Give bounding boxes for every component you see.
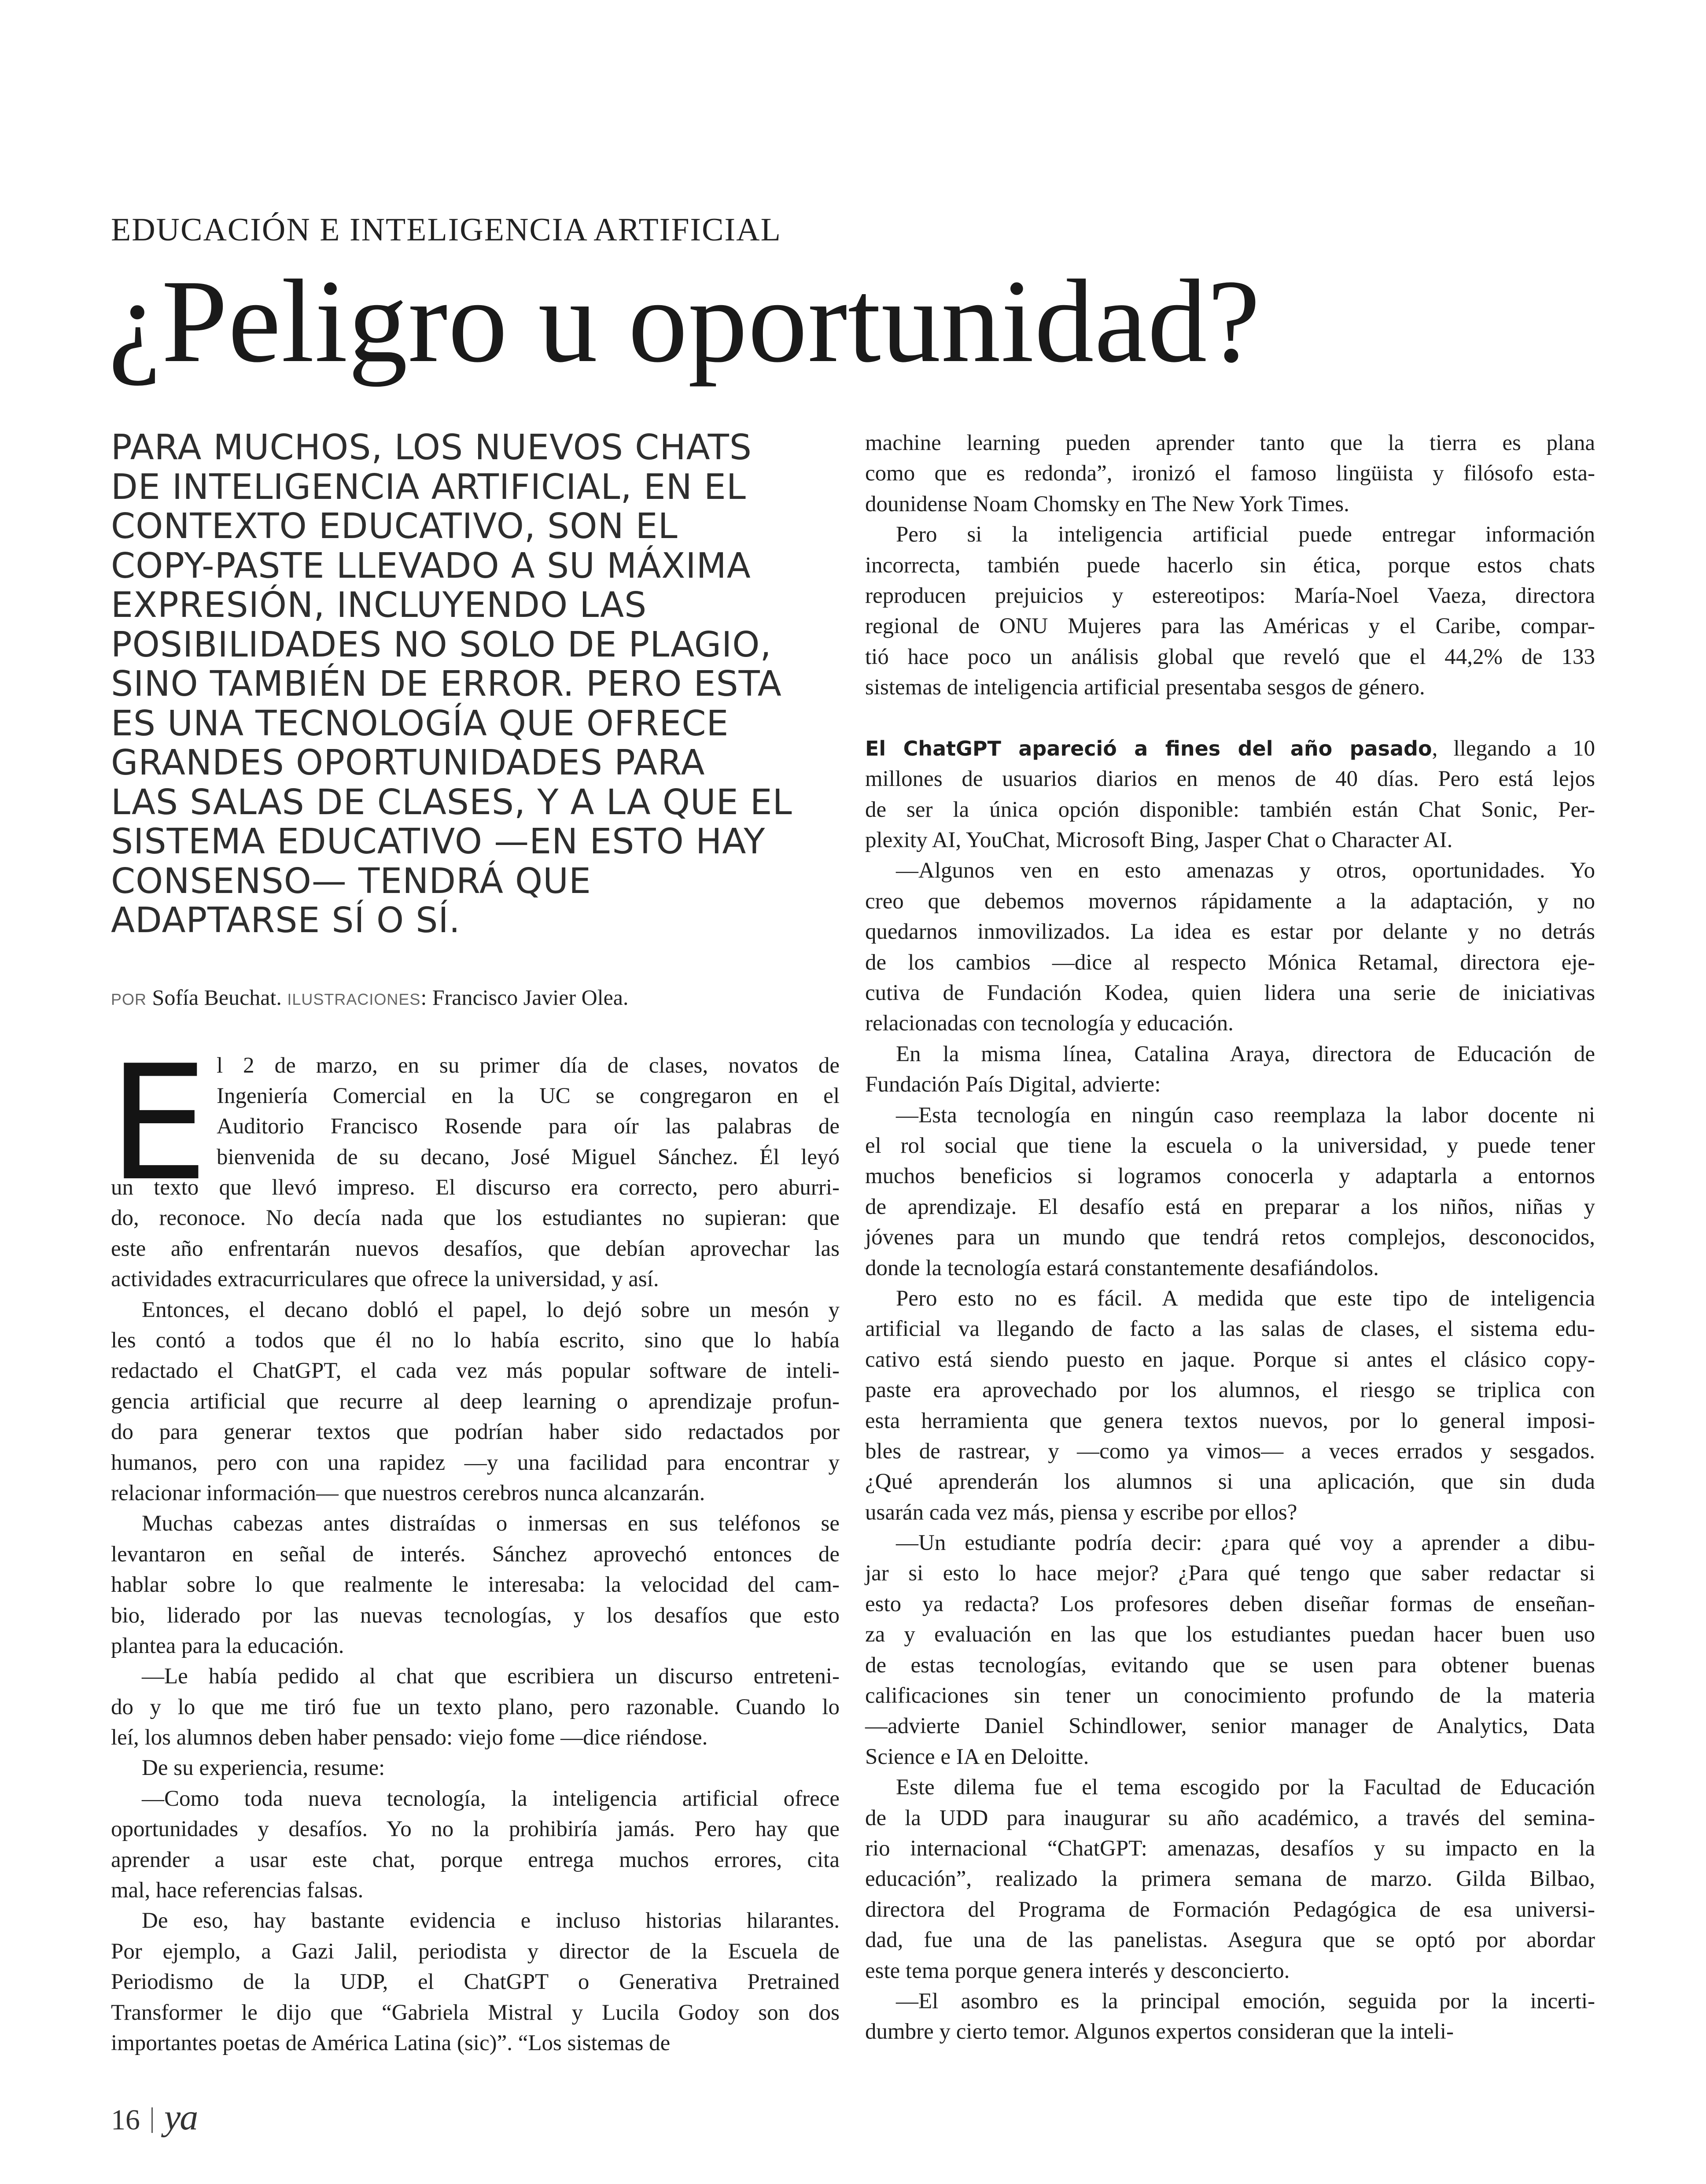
body-line: De eso, hay bastante evidencia e incluso historias hilarantes. <box>142 1908 840 1933</box>
body-line: plexity AI, YouChat, Microsoft Bing, Jasper Chat o Character AI. <box>865 828 1453 853</box>
body-line: incorrecta, también puede hacerlo sin ética, porque estos chats <box>865 553 1595 578</box>
dek-line: SISTEMA EDUCATIVO —EN ESTO HAY <box>111 821 766 862</box>
page-number: 16 <box>111 2104 140 2136</box>
body-line: —Como toda nueva tecnología, la inteligencia artificial ofrece <box>142 1786 840 1811</box>
body-line: Ingeniería Comercial en la UC se congregaron en el <box>217 1083 840 1108</box>
body-line: esto ya redacta? Los profesores deben diseñar formas de enseñan- <box>865 1591 1595 1616</box>
body-line: —Esta tecnología en ningún caso reemplaza la labor docente ni <box>896 1103 1595 1128</box>
body-line: como que es redonda”, ironizó el famoso lingüista y filósofo esta- <box>865 461 1595 486</box>
body-line: relacionadas con tecnología y educación. <box>865 1011 1234 1036</box>
body-line: —Algunos ven en esto amenazas y otros, oportunidades. Yo <box>896 858 1595 883</box>
body-line: muchos beneficios si logramos conocerla y adaptarla a entornos <box>865 1164 1595 1189</box>
article-headline: ¿Peligro u oportunidad? <box>108 255 1261 387</box>
body-line: —Un estudiante podría decir: ¿para qué voy a aprender a dibu- <box>896 1531 1595 1556</box>
dek-line: CONTEXTO EDUCATIVO, SON EL <box>111 506 678 546</box>
body-line: bienvenida de su decano, José Miguel Sánchez. Él leyó <box>217 1144 840 1169</box>
section-kicker: EDUCACIÓN E INTELIGENCIA ARTIFICIAL <box>111 212 781 248</box>
body-line: paste era aprovechado por los alumnos, el riesgo se triplica con <box>865 1378 1595 1403</box>
dek-line: EXPRESIÓN, INCLUYENDO LAS <box>111 585 647 625</box>
dek-line: PARA MUCHOS, LOS NUEVOS CHATS <box>111 427 752 468</box>
body-line: gencia artificial que recurre al deep learning o aprendizaje profun- <box>111 1389 840 1414</box>
lead-in-rest: , llegando a 10 <box>1432 736 1595 761</box>
byline-por-label: POR <box>111 990 147 1008</box>
body-line: usarán cada vez más, piensa y escribe por ellos? <box>865 1500 1297 1525</box>
body-line: les contó a todos que él no lo había escrito, sino que lo había <box>111 1328 840 1353</box>
body-line: machine learning pueden aprender tanto que la tierra es plana <box>865 431 1595 455</box>
body-line: reproducen prejuicios y estereotipos: María-Noel Vaeza, directora <box>865 583 1595 608</box>
body-line: aprender a usar este chat, porque entrega muchos errores, cita <box>111 1847 840 1872</box>
dek-line: POSIBILIDADES NO SOLO DE PLAGIO, <box>111 624 772 665</box>
body-line: sistemas de inteligencia artificial presentaba sesgos de género. <box>865 675 1425 700</box>
body-line: hablar sobre lo que realmente le interesaba: la velocidad del cam- <box>111 1572 840 1597</box>
body-line: ¿Qué aprenderán los alumnos si una aplicación, que sin duda <box>865 1469 1595 1494</box>
body-line: Pero si la inteligencia artificial puede entregar información <box>896 522 1595 547</box>
body-line: de la UDD para inaugurar su año académico, a través del semina- <box>865 1805 1595 1830</box>
body-line: creo que debemos movernos rápidamente a la adaptación, y no <box>865 889 1595 914</box>
body-line: de aprendizaje. El desafío está en preparar a los niños, niñas y <box>865 1194 1595 1219</box>
body-line: mal, hace referencias falsas. <box>111 1878 364 1903</box>
byline-illustrator: : Francisco Javier Olea. <box>420 985 629 1010</box>
body-line <box>865 734 1595 764</box>
body-line: do, reconoce. No decía nada que los estudiantes no supieran: que <box>111 1206 840 1231</box>
right-column <box>865 428 1595 2048</box>
body-line: humanos, pero con una rapidez —y una facilidad para encontrar y <box>111 1450 840 1475</box>
body-line: dumbre y cierto temor. Algunos expertos consideran que la inteli- <box>865 2019 1454 2044</box>
body-line: de ser la única opción disponible: también están Chat Sonic, Per- <box>865 797 1595 822</box>
paragraph-gap <box>865 703 1595 734</box>
body-line: educación”, realizado la primera semana de marzo. Gilda Bilbao, <box>865 1867 1595 1892</box>
body-line: Auditorio Francisco Rosende para oír las palabras de <box>217 1114 840 1139</box>
body-line: —advierte Daniel Schindlower, senior manager de Analytics, Data <box>865 1714 1595 1739</box>
body-line: do para generar textos que podrían haber sido redactados por <box>111 1420 840 1445</box>
right-body-text <box>865 428 1595 2048</box>
dek-line: DE INTELIGENCIA ARTIFICIAL, EN EL <box>111 466 746 507</box>
body-line: Science e IA en Deloitte. <box>865 1744 1089 1769</box>
folio-separator <box>151 2107 153 2133</box>
body-line: redactado el ChatGPT, el cada vez más popular software de inteli- <box>111 1358 840 1383</box>
body-line: Entonces, el decano dobló el papel, lo dejó sobre un mesón y <box>142 1297 840 1322</box>
dropcap-letter: E <box>108 1031 209 1216</box>
magazine-logo: ya <box>164 2097 198 2138</box>
body-line: oportunidades y desafíos. Yo no la prohibiría jamás. Pero hay que <box>111 1817 840 1842</box>
lead-in-bold: El ChatGPT apareció a fines del año pasado <box>865 736 1432 760</box>
body-line: Fundación País Digital, advierte: <box>865 1072 1161 1097</box>
body-line: Muchas cabezas antes distraídas o inmersas en sus teléfonos se <box>142 1511 840 1536</box>
body-line: relacionar información— que nuestros cerebros nunca alcanzarán. <box>111 1480 705 1505</box>
body-line: el rol social que tiene la escuela o la universidad, y puede tener <box>865 1133 1595 1158</box>
dek-line: GRANDES OPORTUNIDADES PARA <box>111 742 705 783</box>
body-line: Transformer le dijo que “Gabriela Mistral y Lucila Godoy son dos <box>111 2000 840 2025</box>
body-line: —Le había pedido al chat que escribiera un discurso entreteni- <box>142 1664 840 1689</box>
body-line: de estas tecnologías, evitando que se usen para obtener buenas <box>865 1653 1595 1678</box>
body-line: cativo está siendo puesto en jaque. Porque si antes el clásico copy- <box>865 1347 1595 1372</box>
body-line: cutiva de Fundación Kodea, quien lidera una serie de iniciativas <box>865 981 1595 1006</box>
body-line: En la misma línea, Catalina Araya, directora de Educación de <box>896 1041 1595 1066</box>
body-line: za y evaluación en las que los estudiantes puedan hacer buen uso <box>865 1622 1595 1647</box>
left-body-text <box>108 1031 840 2059</box>
body-line: Pero esto no es fácil. A medida que este tipo de inteligencia <box>896 1286 1595 1311</box>
body-line: importantes poetas de América Latina (sic)”. “Los sistemas de <box>111 2031 671 2055</box>
body-line: Periodismo de la UDP, el ChatGPT o Generativa Pretrained <box>111 1970 840 1995</box>
byline-author: Sofía Beuchat. <box>152 985 282 1010</box>
dek-line: ES UNA TECNOLOGÍA QUE OFRECE <box>111 703 729 744</box>
body-line: de los cambios —dice al respecto Mónica Retamal, directora eje- <box>865 950 1595 975</box>
body-line: Por ejemplo, a Gazi Jalil, periodista y director de la Escuela de <box>111 1939 840 1964</box>
left-column <box>108 427 840 2059</box>
body-line: donde la tecnología estará constantemente desafiándolos. <box>865 1255 1379 1280</box>
body-line: calificaciones sin tener un conocimiento profundo de la materia <box>865 1683 1595 1708</box>
body-line: dounidense Noam Chomsky en The New York Times. <box>865 491 1349 516</box>
dek-line: CONSENSO— TENDRÁ QUE <box>111 860 591 901</box>
article-dek <box>111 428 840 941</box>
body-line: De su experiencia, resume: <box>142 1756 385 1781</box>
body-line: bles de rastrear, y —como ya vimos— a veces errados y sesgados. <box>865 1439 1595 1464</box>
body-line: quedarnos inmovilizados. La idea es estar por delante y no detrás <box>865 919 1595 944</box>
body-line: plantea para la educación. <box>111 1633 344 1658</box>
body-line: jóvenes para un mundo que tendrá retos complejos, desconocidos, <box>865 1225 1595 1250</box>
body-line: bio, liderado por las nuevas tecnologías, y los desafíos que esto <box>111 1603 840 1628</box>
body-line: —El asombro es la principal emoción, seguida por la incerti- <box>896 1988 1595 2014</box>
byline-illustrations-label: ILUSTRACIONES <box>287 990 421 1008</box>
body-line: un texto que llevó impreso. El discurso era correcto, pero aburri- <box>111 1175 840 1200</box>
dek-line: SINO TAMBIÉN DE ERROR. PERO ESTA <box>111 664 782 704</box>
body-line: artificial va llegando de facto a las salas de clases, el sistema edu- <box>865 1317 1595 1342</box>
body-line: este año enfrentarán nuevos desafíos, que debían aprovechar las <box>111 1236 840 1261</box>
body-line: levantaron en señal de interés. Sánchez aprovechó entonces de <box>111 1542 840 1567</box>
body-line: rio internacional “ChatGPT: amenazas, desafíos y su impacto en la <box>865 1836 1595 1861</box>
body-line: Este dilema fue el tema escogido por la Facultad de Educación <box>896 1775 1595 1800</box>
body-line: tió hace poco un análisis global que reveló que el 44,2% de 133 <box>865 644 1595 669</box>
body-line: millones de usuarios diarios en menos de 40 días. Pero está lejos <box>865 767 1595 792</box>
byline <box>111 985 840 1010</box>
body-line: l 2 de marzo, en su primer día de clases, novatos de <box>217 1053 840 1078</box>
dek-line: COPY-PASTE LLEVADO A SU MÁXIMA <box>111 545 751 586</box>
body-line: dad, fue una de las panelistas. Asegura que se optó por abordar <box>865 1928 1595 1953</box>
body-line: leí, los alumnos deben haber pensado: viejo fome —dice riéndose. <box>111 1725 708 1750</box>
body-line: jar si esto lo hace mejor? ¿Para qué tengo que saber redactar si <box>865 1561 1595 1586</box>
dek-line: LAS SALAS DE CLASES, Y A LA QUE EL <box>111 782 792 823</box>
page-folio <box>111 2096 197 2139</box>
body-line: actividades extracurriculares que ofrece la universidad, y así. <box>111 1267 659 1292</box>
dek-line: ADAPTARSE SÍ O SÍ. <box>111 900 461 941</box>
body-line: directora del Programa de Formación Pedagógica de esa universi- <box>865 1897 1595 1922</box>
body-line: este tema porque genera interés y desconcierto. <box>865 1958 1290 1983</box>
body-line: do y lo que me tiró fue un texto plano, pero razonable. Cuando lo <box>111 1694 840 1719</box>
body-line: regional de ONU Mujeres para las Américas y el Caribe, compar- <box>865 614 1595 639</box>
body-line: esta herramienta que genera textos nuevos, por lo general imposi- <box>865 1408 1595 1433</box>
